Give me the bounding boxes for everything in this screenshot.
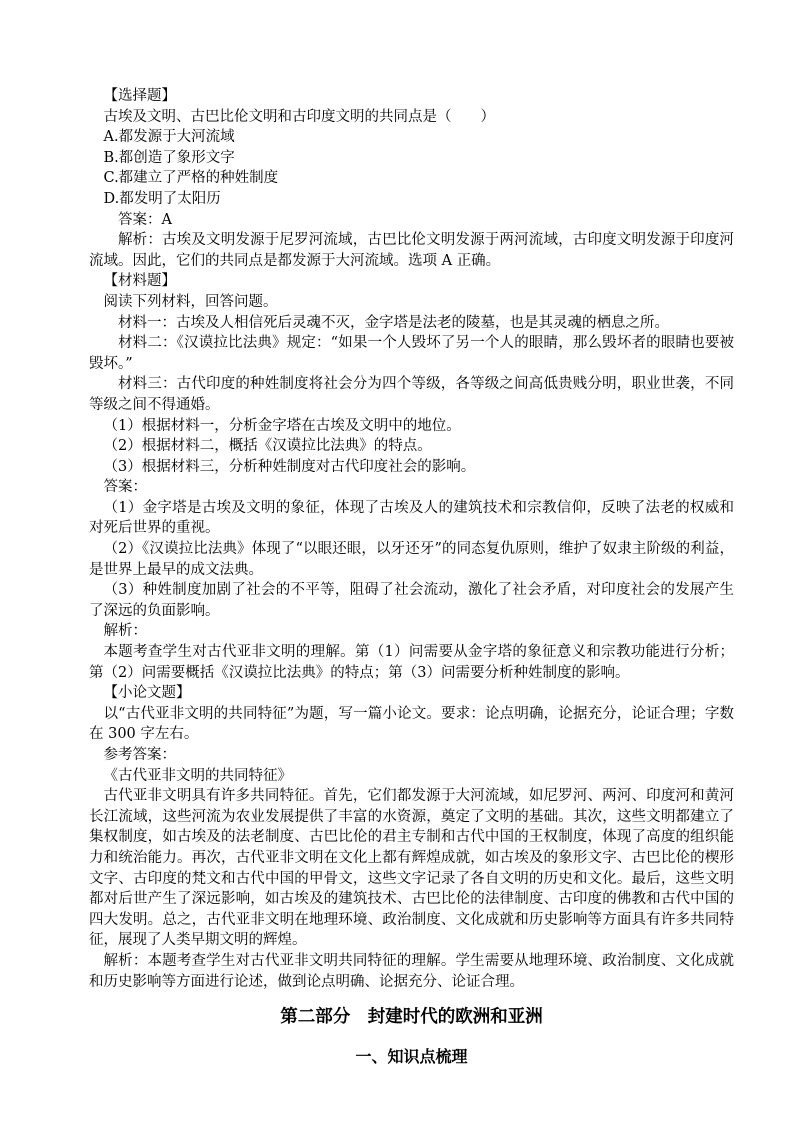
question-type-tag: 【选择题】 xyxy=(103,88,176,104)
material-1: 材料一：古埃及人相信死后灵魂不灭，金字塔是法老的陵墓，也是其灵魂的栖息之所。 xyxy=(118,314,669,331)
option-a: A.都发源于大河流域 xyxy=(103,129,235,146)
answer-2: （2）《汉谟拉比法典》体现了“以眼还眼，以牙还牙”的同态复仇原则，维护了奴隶主阶级的利益，是世界上最早的成文法典。 xyxy=(89,541,734,578)
question-stem: 古埃及文明、古巴比伦文明和古印度文明的共同点是（ ） xyxy=(103,108,495,125)
section-heading: 第二部分 封建时代的欧洲和亚洲 xyxy=(280,1007,543,1028)
analysis-label: 解析： xyxy=(103,623,147,640)
option-d: D.都发明了太阳历 xyxy=(103,190,221,207)
material-intro: 阅读下列材料，回答问题。 xyxy=(103,293,278,310)
answer-1: （1）金字塔是古埃及文明的象征，体现了古埃及人的建筑技术和宗教信仰，反映了法老的权威和对死后世界的重视。 xyxy=(89,499,734,537)
reference-answer-label: 参考答案： xyxy=(103,747,176,763)
option-c: C.都建立了严格的种姓制度 xyxy=(103,170,279,187)
analysis-paragraph: 解析：本题考查学生对古代亚非文明共同特征的理解。学生需要从地理环境、政治制度、文化成就和历史影响等方面进行论述，做到论点明确、论据充分、论证合理。 xyxy=(89,952,734,990)
sub-question-1: （1）根据材料一，分析金字塔在古埃及文明中的地位。 xyxy=(103,417,461,434)
material-2: 材料二：《汉谟拉比法典》规定：“如果一个人毁坏了另一个人的眼睛，那么毁坏者的眼睛也要被毁坏。” xyxy=(89,335,734,372)
essay-title: 《古代亚非文明的共同特征》 xyxy=(103,767,292,784)
analysis-paragraph: 本题考查学生对古代亚非文明的理解。第（1）问需要从金字塔的象征意义和宗教功能进行分析；第（2）问需要概括《汉谟拉比法典》的特点；第（3）问需要分析种姓制度的影响。 xyxy=(89,644,734,681)
answer-text: 答案：A xyxy=(118,211,172,228)
answer-label: 答案： xyxy=(103,479,147,496)
sub-question-2: （2）根据材料二，概括《汉谟拉比法典》的特点。 xyxy=(103,438,432,455)
question-type-tag: 【材料题】 xyxy=(103,273,176,290)
essay-prompt: 以“古代亚非文明的共同特征”为题，写一篇小论文。要求：论点明确，论据充分，论证合理；字数在 300 字左右。 xyxy=(89,705,734,743)
essay-body: 古代亚非文明具有许多共同特征。首先，它们都发源于大河流域，如尼罗河、两河、印度河和黄河长江流域，这些河流为农业发展提供了丰富的水资源，奠定了文明的基础。其次，这些文明都建立了集权制度，如古埃及的法老制度、古巴比伦的君主专制和古代中国的王权制度，体现了高度的组织能力和统治能力。再次，古代亚非文明在文化上都有辉煌成就，如古埃及的象形文字、古巴比伦的楔形文字、古印度的梵文和古代中国的甲骨文，这些文字记录了各自文明的历史和文化。最后，这些文明都对后世产生了深远影响，如古埃及的建筑技术、古巴比伦的法律制度、古印度的佛教和古代中国的四大发明。总之，古代亚非文明在地理环境、政治制度、文化成就和历史影响等方面具有许多共同特征，展现了人类早期文明的辉煌。 xyxy=(89,788,734,949)
sub-question-3: （3）根据材料三，分析种姓制度对古代印度社会的影响。 xyxy=(103,458,476,475)
document-body xyxy=(89,86,734,1070)
subsection-heading: 一、知识点梳理 xyxy=(355,1047,468,1067)
question-type-tag: 【小论文题】 xyxy=(103,685,191,702)
answer-3: （3）种姓制度加剧了社会的不平等，阻碍了社会流动，激化了社会矛盾，对印度社会的发展产生了深远的负面影响。 xyxy=(89,582,734,619)
analysis-paragraph: 解析：古埃及文明发源于尼罗河流域，古巴比伦文明发源于两河流域，古印度文明发源于印度河流域。因此，它们的共同点是都发源于大河流域。选项 A 正确。 xyxy=(89,232,734,269)
material-3: 材料三：古代印度的种姓制度将社会分为四个等级，各等级之间高低贵贱分明，职业世袭，不同等级之间不得通婚。 xyxy=(89,376,734,413)
option-b: B.都创造了象形文字 xyxy=(103,149,235,166)
